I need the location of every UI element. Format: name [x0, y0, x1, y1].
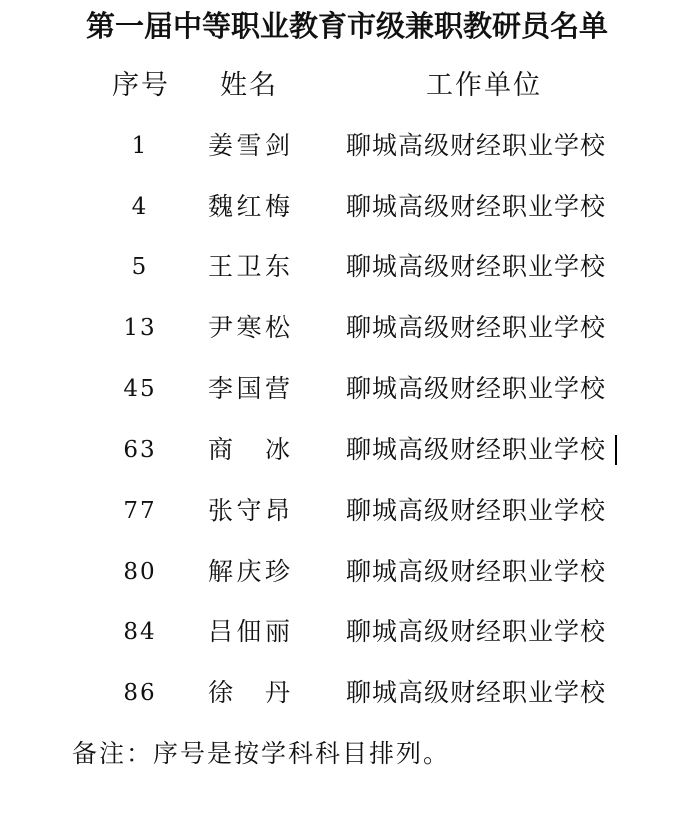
- row-name: 商 冰: [208, 435, 292, 464]
- header-unit: 工作单位: [426, 70, 542, 101]
- table-row: [0, 430, 694, 470]
- table-row: [0, 673, 694, 713]
- row-unit: 聊城高级财经职业学校: [346, 252, 607, 281]
- row-no: 84: [123, 619, 157, 645]
- table-row: [0, 612, 694, 652]
- row-name: 王卫东: [208, 252, 292, 281]
- row-unit: 聊城高级财经职业学校: [346, 374, 607, 403]
- row-no: 45: [123, 376, 157, 402]
- row-name: 吕佃丽: [208, 617, 292, 646]
- row-name: 魏红梅: [208, 192, 292, 221]
- row-no: 86: [123, 680, 157, 706]
- row-unit: 聊城高级财经职业学校: [346, 678, 607, 707]
- header-no: 序号: [112, 70, 170, 101]
- table-row: [0, 187, 694, 227]
- table-row: [0, 247, 694, 287]
- row-name: 李国营: [208, 374, 292, 403]
- row-unit: 聊城高级财经职业学校: [346, 496, 607, 525]
- row-name: 徐 丹: [208, 678, 292, 707]
- table-row: [0, 308, 694, 348]
- row-no: 63: [123, 437, 157, 463]
- table-header: [0, 66, 694, 106]
- table-row: [0, 552, 694, 592]
- row-no: 77: [123, 498, 157, 524]
- row-name: 张守昂: [208, 496, 292, 525]
- row-name: 姜雪剑: [208, 131, 292, 160]
- row-no: 1: [131, 133, 149, 159]
- row-no: 80: [123, 559, 157, 585]
- row-no: 13: [123, 315, 157, 341]
- table-row: [0, 491, 694, 531]
- row-name: 解庆珍: [208, 557, 292, 586]
- row-unit: 聊城高级财经职业学校: [346, 131, 607, 160]
- row-no: 5: [131, 254, 149, 280]
- text-cursor[interactable]: [615, 435, 617, 465]
- table-row: [0, 369, 694, 409]
- row-unit: 聊城高级财经职业学校: [346, 557, 607, 586]
- row-unit: 聊城高级财经职业学校: [346, 313, 607, 342]
- row-unit: 聊城高级财经职业学校: [346, 617, 607, 646]
- row-unit: 聊城高级财经职业学校: [346, 435, 607, 464]
- header-name: 姓名: [220, 70, 278, 101]
- row-unit: 聊城高级财经职业学校: [346, 192, 607, 221]
- footnote: 备注：序号是按学科科目排列。: [72, 739, 451, 768]
- row-no: 4: [131, 194, 149, 220]
- row-name: 尹寒松: [208, 313, 292, 342]
- document-title: 第一届中等职业教育市级兼职教研员名单: [85, 9, 608, 43]
- table-row: [0, 126, 694, 166]
